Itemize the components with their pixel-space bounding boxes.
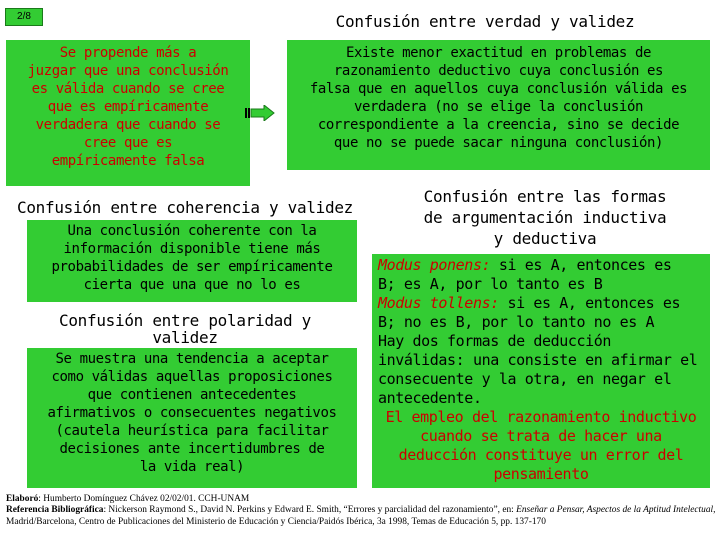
- modus-tollens-text: si es A, entonces es: [498, 294, 681, 312]
- title-forms-line: y deductiva: [493, 229, 597, 248]
- modus-ponens-line: [372, 256, 710, 275]
- propensity-box: [6, 40, 250, 186]
- deductive-line: Existe menor exactitud en problemas de: [345, 45, 652, 61]
- modus-box: [372, 254, 710, 488]
- propensity-line: cree que es: [83, 135, 173, 151]
- footer-author: [6, 494, 716, 505]
- modus-line: inválidas: una consiste en afirmar el: [378, 351, 698, 369]
- footer-ref-end: , Madrid/Barcelona, Centro de Publicaciones del Ministerio de Educación y Ciencia/Paidós Ibérica, 3a 1998, Temas de Educación 5, pp. 137-170: [6, 505, 716, 527]
- deductive-line: falsa que en aquellos cuya conclusión válida es: [309, 81, 688, 97]
- footer-author-text: : Humberto Domínguez Chávez 02/02/01. CCH-UNAM: [38, 494, 250, 504]
- title-truth-validity: Confusión entre verdad y validez: [335, 12, 635, 31]
- modus-ponens-text: si es A, entonces es: [490, 256, 672, 274]
- modus-tollens-line: [372, 294, 710, 313]
- coherent-line: información disponible tiene más: [63, 241, 321, 257]
- tendency-box: [27, 348, 357, 488]
- propensity-line: es válida cuando se cree: [31, 81, 225, 97]
- tendency-line: como válidas aquellas proposiciones: [51, 369, 333, 385]
- propensity-line: juzgar que una conclusión: [27, 63, 229, 79]
- propensity-line: empíricamente falsa: [51, 153, 205, 169]
- title-polarity-line: Confusión entre polaridad y: [59, 311, 311, 330]
- title-coherence-validity: Confusión entre coherencia y validez: [17, 198, 353, 217]
- modus-line: consecuente y la otra, en negar el: [378, 370, 672, 388]
- modus-red-line: deducción constituye un error del: [398, 446, 684, 464]
- title-polarity: [40, 312, 330, 346]
- tendency-line: Se muestra una tendencia a aceptar: [55, 351, 329, 367]
- title-forms: [400, 186, 690, 249]
- coherent-line: cierta que una que no lo es: [83, 277, 301, 293]
- tendency-line: que contienen antecedentes: [87, 387, 297, 403]
- footer-ref-title: Enseñar a Pensar, Aspectos de la Aptitud Intelectual: [516, 505, 714, 516]
- tendency-line: la vida real): [139, 459, 245, 475]
- slide-number: 2/8: [5, 8, 43, 26]
- modus-ponens-line: B; es A, por lo tanto es B: [378, 275, 603, 293]
- modus-tollens-label: Modus tollens:: [378, 294, 499, 312]
- propensity-line: verdadera que cuando se: [35, 117, 221, 133]
- coherent-box: [27, 220, 357, 302]
- right-arrow-icon: [245, 105, 275, 121]
- coherent-line: probabilidades de ser empíricamente: [51, 259, 333, 275]
- deductive-box: [287, 40, 710, 170]
- footer-author-label: Elaboró: [6, 494, 39, 504]
- coherent-line: Una conclusión coherente con la: [67, 223, 317, 239]
- modus-red-line: El empleo del razonamiento inductivo: [385, 408, 697, 426]
- modus-red-line: cuando se trata de hacer una: [420, 427, 662, 445]
- modus-tollens-line: B; no es B, por lo tanto no es A: [378, 313, 655, 331]
- tendency-line: (cautela heurística para facilitar: [55, 423, 329, 439]
- propensity-line: Se propende más a: [59, 45, 197, 61]
- deductive-line: razonamiento deductivo cuya conclusión es: [333, 63, 664, 79]
- deductive-line: verdadera (no se elige la conclusión: [353, 99, 644, 115]
- title-forms-line: de argumentación inductiva: [423, 208, 667, 227]
- deductive-line: correspondiente a la creencia, sino se decide: [317, 117, 680, 133]
- footer-ref-text: : Nickerson Raymond S., David N. Perkins y Edward E. Smith, “Errores y parcialidad del razonamiento”, en:: [103, 505, 517, 516]
- title-polarity-line: validez: [152, 328, 218, 347]
- tendency-line: decisiones ante incertidumbres de: [59, 441, 325, 457]
- deductive-line: que no se puede sacar ninguna conclusión): [333, 135, 664, 151]
- title-forms-line: Confusión entre las formas: [423, 187, 667, 206]
- footer-reference: [6, 505, 716, 528]
- tendency-line: afirmativos o consecuentes negativos: [47, 405, 337, 421]
- modus-red-line: pensamiento: [493, 465, 589, 483]
- footer-ref-label: Referencia Bibliográfica: [6, 505, 104, 516]
- footer: [6, 494, 716, 528]
- propensity-line: que es empíricamente: [47, 99, 209, 115]
- modus-line: Hay dos formas de deducción: [378, 332, 612, 350]
- modus-ponens-label: Modus ponens:: [378, 256, 491, 274]
- modus-line: antecedente.: [378, 389, 482, 407]
